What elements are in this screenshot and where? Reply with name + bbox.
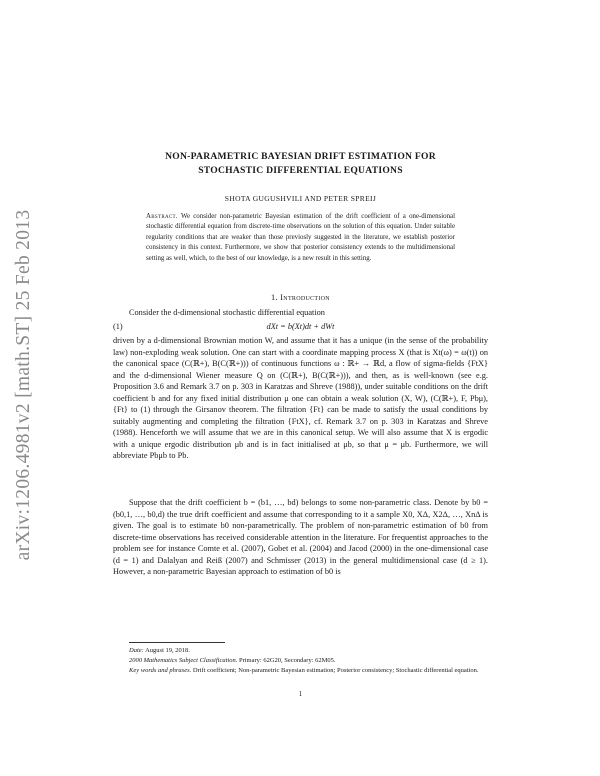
abstract-label: Abstract.	[146, 213, 178, 220]
authors: SHOTA GUGUSHVILI AND PETER SPREIJ	[224, 194, 377, 203]
paragraph-1: driven by a d-dimensional Brownian motion W, and assume that it has a unique (in the sense of the probability law) non-exploding weak solution. One can start with a coordinate mapping process X (that is Xt(ω) = ω(t)) on the canonical space (C(ℝ+), B(C(ℝ+))) of continuous functions ω : ℝ+ → ℝd, a flow of sigma-fields {FtX} and the d-dimensional Wiener measure Q on (C(ℝ+), B(C(ℝ+))), and then, as is well-known (see e.g. Proposition 3.6 and Remark 3.7 on p. 303 in Karatzas and Shreve (1988)), under suitable conditions on the drift coefficient b and for any fixed initial distribution μ one can obtain a weak solution (X, W), (C(ℝ+), F, Pbμ), {Ft} to (1) through the Girsanov theorem. The filtration {Ft} can be made to satisfy the usual conditions by suitably augmenting and completing the filtration {FtX}, cf. Remark 3.7 on p. 303 in Karatzas and Shreve (1988). Henceforth we will assume that we are in this canonical setup. We will also assume that X is ergodic with a unique ergodic distribution μb and is in fact initialised at μb, so that μ = μb. Furthermore, we will abbreviate Pbμb to Pb.	[113, 336, 488, 461]
title-line-2: STOCHASTIC DIFFERENTIAL EQUATIONS	[198, 165, 403, 176]
equation-1	[113, 322, 488, 334]
abstract-text: We consider non-parametric Bayesian estimation of the drift coefficient of a one-dimensional stochastic differential equation from discrete-time observations on the solution of this equation. Under suitable regularity conditions that are weaker than those previosly suggested in the literature, we establish posterior consistency in this context. Furthermore, we show that posterior consistency extends to the multidimensional setting as well, which, to the best of our knowledge, is a new result in this setting.	[146, 213, 455, 262]
footnote-rule	[129, 642, 225, 643]
footnote-keywords	[129, 666, 488, 675]
title-line-1: NON-PARAMETRIC BAYESIAN DRIFT ESTIMATION FOR	[165, 151, 436, 162]
footnote-msc	[129, 656, 488, 665]
arxiv-identifier: arXiv:1206.4981v2 [math.ST] 25 Feb 2013	[13, 209, 34, 561]
equation-number: (1)	[113, 322, 123, 331]
paper-title	[113, 150, 488, 178]
paragraph-2: Suppose that the drift coefficient b = (b1, …, bd) belongs to some non-parametric class. Denote by b0 = (b0,1, …, b0,d) the true drift coefficient and assume that corresponding to it a sample X0, XΔ, X2Δ, …, XnΔ is given. The goal is to estimate b0 non-parametrically. The problem of non-parametric estimation of b0 from discrete-time observations has received considerable attention in the literature. For frequentist approaches to the problem see for instance Comte et al. (2007), Gobet et al. (2004) and Jacod (2000) in the one-dimensional case (d = 1) and Dalalyan and Reiß (2007) and Schmisser (2013) in the general multidimensional case (d ≥ 1). However, a non-parametric Bayesian approach to estimation of b0 is	[113, 498, 488, 577]
keywords-value: Drift coefficient; Non-parametric Bayesian estimation; Posterior consistency; Stochastic differential equation.	[192, 667, 479, 674]
intro-sentence: Consider the d-dimensional stochastic differential equation	[129, 308, 325, 317]
msc-label: 2000 Mathematics Subject Classification.	[129, 657, 238, 664]
date-value: August 19, 2018.	[145, 647, 190, 654]
footnote-date	[129, 646, 488, 655]
msc-value: Primary: 62G20, Secondary: 62M05.	[238, 657, 336, 664]
keywords-label: Key words and phrases.	[129, 667, 192, 674]
page-number: 1	[298, 690, 303, 698]
equation-expression: dXt = b(Xt)dt + dWt	[266, 322, 335, 331]
arxiv-stamp	[4, 150, 44, 620]
date-label: Date:	[129, 647, 144, 654]
section-heading: 1. Introduction	[271, 293, 330, 302]
abstract	[146, 212, 455, 264]
